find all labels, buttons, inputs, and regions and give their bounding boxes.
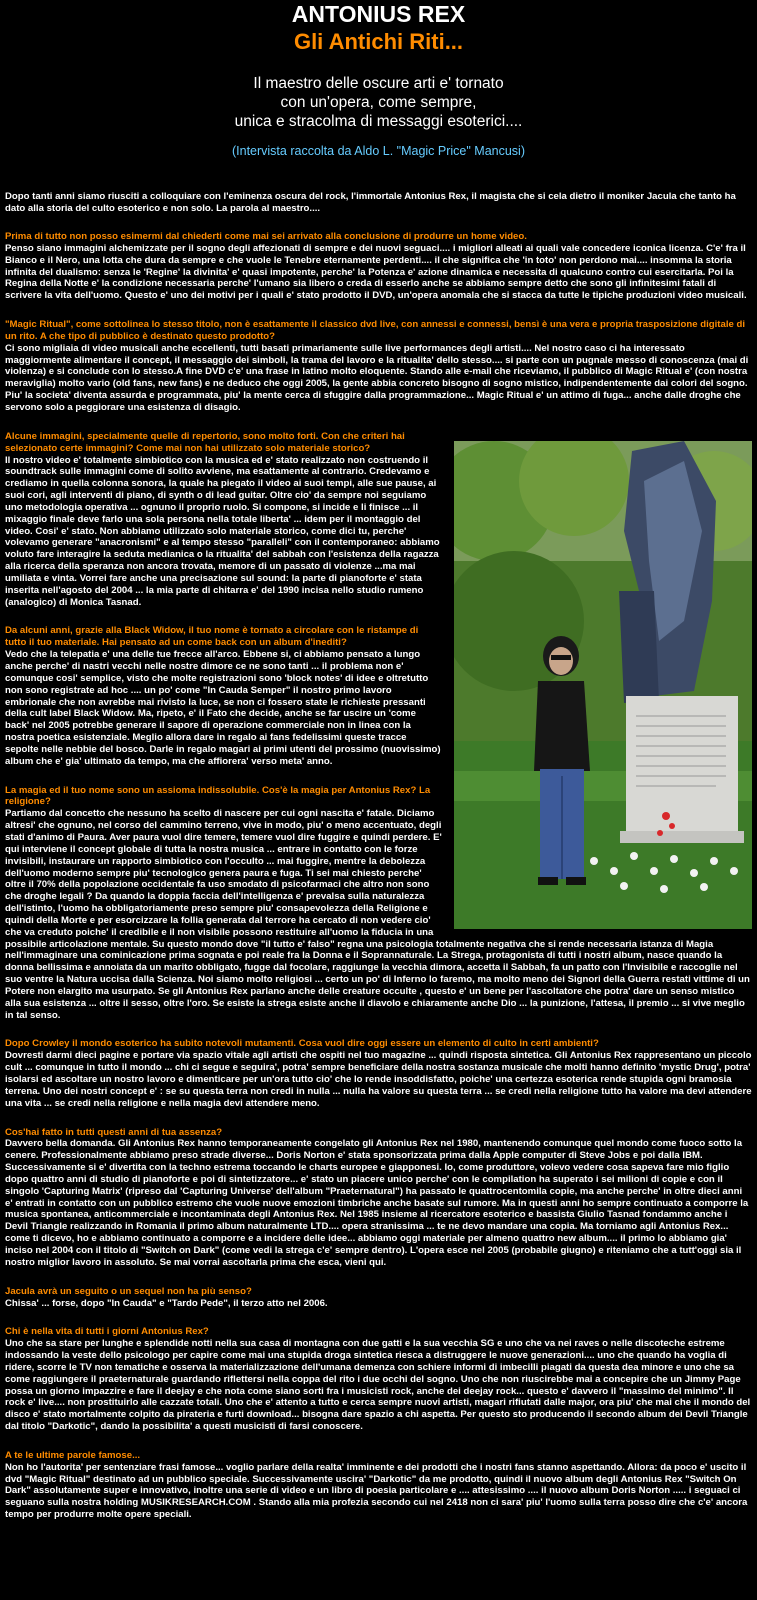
answer: Partiamo dal concetto che nessuno ha scelto di nascere per cui ogni nascita e' fatale. Diciamo altresi' che ognuno, nel corso del cammino terreno, vive in modo, piu' o meno accentuato, degli stati d'animo di Paura. Aver paura vuol dire temere, temere vuol dire fuggire e quindi perdere. E' qui interviene il concept globale di tutta la nostra musica ... entrare in contatto con le forze invisibili, instaurare un rapporto simbiotico con l'occulto ... mai fuggire, mentre la debolezza dell'uomo moderno sempre piu' tecnologico genera paura e fuga. Ti sei mai chiesto perche' oltre il 70% della popolazione occidentale fa uso smodato di psicofarmaci che altro non sono che droghe legali ? Da quando la doppia faccia dell'intelligenza e' prevalsa sulla naturalezza dell'istinto, l'uomo ha obbligatoriamente preso sempre piu' consapevolezza della Religione e quindi della Morte e per esorcizzare la follia generata dal terrore ha cercato di non vedere cio' che va creduto poiche' il credibile e il non visibile possono restituire all'uomo la fiducia in una possibile articolazione mentale. Su questo mondo dove "il tutto e' falso" regna una psicologia totalmente negativa che si rende necessaria istanza di Magia nell'immaginare una cominicazione prima sognata e poi reale fra la Donna e il Soprannaturale. La Strega, protagonista di tutti i nostri album, nasce quando la donna bellissima e annoiata da un marito obbligato, fugge dal focolare, raggiunge la vecchia dimora, accetta il Sabbah, fa un patto con l'Invisibile e raccoglie nel suo ventre la Natura uccisa dalla Scienza. Noi siamo molto religiosi ... certo un po' di Inferno lo faremo, ma molto meno dei Signori della Guerra restati vittime di un Potere non elargito ma usurpato. Se gli Antonius Rex parlano anche delle creature occulte , questo e' un bene per l'ascoltatore che potra' dare un senso mistico alla sua esistenza ... oltre il sesso, oltre l'oro. Se esiste la strega esiste anche il diavolo e chiaramente anche Dio ... la punizione, l'attesa, il premio ... si vive meglio in tal senso. [5,808,750,1021]
answer: Il nostro video e' totalmente simbiotico con la musica ed e' stato realizzato non costruendo il soundtrack sulle immagini come di solito avviene, ma esattamente al contrario. Credevamo e crediamo in quella colonna sonora, la quale ha piegato il video ai suoi tempi, alle sue pause, ai suoi cori, agli interventi di piano, di synth o di lead guitar. Oltre cio' da sempre noi seguiamo uno metodologia operativa ... ognuno il proprio ruolo. Si compone, si incide e li finisce ... il mixaggio finale deve farlo una sola persona nella totale liberta' ... idem per il montaggio del video. Cosi' e' stato. Non abbiamo utilizzato solo materiale storico, come dici tu, perche' volevamo generare "anacronismi" e al tempo stesso "paralleli" con il contemporaneo: abbiamo voluto fare interagire la seduta medianica o la ritualita' del sabbah con l'esistenza della ragazza alla ricerca della speranza non ancora trovata, memore di un passato di violenze ...ma mai umiliata e vinta. Vorrei fare anche una precisazione sul sound: la parte di pianoforte e' stata inserita nell'agosto del 2004 ... la mia parte di chitarra e' del 1990 incisa nello studio rumeno (analogico) di Monica Tasnad. [5,454,440,608]
question: Cos'hai fatto in tutti questi anni di tua assenza? [5,1126,223,1138]
tagline-line: con un'opera, come sempre, [280,94,477,111]
question: Chi è nella vita di tutti i giorni Antonius Rex? [5,1326,209,1338]
page-subtitle: Gli Antichi Riti... [293,29,464,54]
answer: Ci sono migliaia di video musicali anche eccellenti, tutti basati primariamente sulle live performances degli artisti.... Nel nostro caso ci ha interessato maggiormente alimentare il concept, il messaggio dei simboli, la trama del lavoro e la ritualita' dello stesso.... si parte con un pugnale messo di conoscenza (mai di violenza) e si conclude con lo stesso.A fine DVD c'e' una frase in latino molto eloquente. Stando alle e-mail che riceviamo, il pubblico di Magic Ritual e' (con nostra meraviglia) molto vario (old fans, new fans) e ne deduco che oggi 2005, la gente abbia concreto bisogno di sogno mistico, indipendentemente dai colori del sogno. Piu' la societa' diventa assurda e programmata, piu' la mente cerca di sfuggire dalla programmazione... Magic Ritual e' un attimo di fuga... anche dalle droghe che servono solo a peggiorare una esistenza di disagio. [5,342,749,413]
answer: Davvero bella domanda. Gli Antonius Rex hanno temporaneamente congelato gli Antonius Rex nel 1980, mantenendo comunque quel mondo come fuoco sotto la cenere. Professionalmente abbiamo preso strade diverse... Doris Norton e' stata sponsorizzata prima dalla Apple computer di Steve Jobs e poi dalla IBM. Successivamente si e' divertita con la techno estrema toccando le charts europee e giapponesi. Io, come produttore, volevo vedere cosa sapeva fare mio figlio dopo quattro anni di studio di pianoforte e poi di sintetizzatore... e' stato un piacere unico perche' con le compilation ha superato i sei milioni di copie e con il singolo 'Capturing Matrix' (ripreso dal 'Capturing Universe' dell'album "Praeternatural") ha passato le quattrocentomila copie, ma anche perche' in oltre dieci anni e' entrati in contatto con un pubblico estremo che vuole nuove emozioni timbriche anche basate sul rumore. Ma in questi anni ho sempre continuato a comporre la musica spontanea, anticommerciale e incontaminata degli Antonius Rex. Nel 1985 insieme al ricercatore esoterico e bassista Giulio Tasnad fondammo anche i Devil Triangle realizzando in Romania il primo album naturalmente LTD.... opera stranissima ... te ne devo mandare una copia. Ma torniamo agli Antonius Rex... come ti dicevo, ho e abbiamo continuato a comporre e a incidere delle idee... abbiamo oggi materiale per almeno quattro new album.... il primo lo abbiamo gia' inciso nel 2004 con il titolo di "Switch on Dark" (come vedi la strega c'e' sempre dentro). L'opera esce nel 2005 (probabile giugno) e riteniamo che a tutt'oggi sia il nostro miglior lavoro in assoluto. Se mai vorrai ascoltarla prima che esca, vieni qui. [5,1138,749,1268]
answer: Penso siano immagini alchemizzate per il sogno degli affezionati di sempre e dei nuovi seguaci.... i migliori alleati ai quali vale concedere iconica licenza. C'e' fra il Bianco e il Nero, una lotta che dura da sempre e che vuole le Tenebre eternamente perdenti.... il che significa che 'in toto' non perdono mai.... insomma la storia infinita del dualismo: senza le 'Regine' la divinita' e' quasi impotente, perche' la Potenza e' azione dinamica e necessita di qualcuno contro cui esercitarla. Poi la Regina della Notte e' la condizione necessaria perche' l'umano sia libero o creda di esserlo anche se abbiamo sempre detto che sono gli infinitesimi fatali di scrivere la vita dell'uomo. Questo e' uno dei motivi per i quali e' stato prodotto il DVD, un'opera anomala che si stacca da tutte le tipiche produzioni video musicali. [5,242,747,302]
tagline-line: Il maestro delle oscure arti e' tornato [253,75,504,92]
header [5,0,752,159]
tagline-line: unica e stracolma di messaggi esoterici.... [234,113,523,130]
question: Alcune immagini, specialmente quelle di repertorio, sono molto forti. Con che criteri hai selezionato certe immagini? Come mai non hai utilizzato solo materiale storico? [5,430,405,454]
question: La magia ed il tuo nome sono un assioma indissolubile. Cos'è la magia per Antonius Rex? La religione? [5,784,431,808]
qa-item [5,1450,752,1521]
answer: Chissa' ... forse, dopo "In Cauda" e "Tardo Pede", il terzo atto nel 2006. [5,1297,328,1309]
question: "Magic Ritual", come sottolinea lo stesso titolo, non è esattamente il classico dvd live, con annessi e connessi, bensì è una vera e propria trasposizione digitale di un rito. A che tipo di pubblico è destinato questo prodotto? [5,319,746,342]
qa-item [5,1127,752,1269]
question: A te le ultime parole famose... [5,1449,141,1461]
answer: Vedo che la telepatia e' una delle tue frecce all'arco. Ebbene si, ci abbiamo pensato a lungo anche perche' di nastri vecchi nelle nostre dimore ce ne sono tanti ... il problema non e' comunque cosi' semplice, visto che molte registrazioni sono 'block notes' di idee e oltretutto non sono registrate ad hoc .... un po' come "In Cauda Semper" il nostro primo lavoro embrionale che non avrebbe mai rivisto la luce, se non ci fossero state le richieste pressanti della cult label Black Widow. Ma, ripeto, e' il Fato che decide, anche se far uscire un 'come back' nel 2005 potrebbe generare il sapore di operazione commerciale non in linea con la nostra poetica esistenziale. Meglio allora dare in regalo ai fans fedelissimi queste tracce sepolte nelle nebbie del bosco. Darle in regalo magari ai primi utenti del prossimo (nuovissimo) album che e' gia' ultimato da tempo, ma che affiorera' verso meta' anno. [5,649,441,767]
qa-item [5,231,752,302]
tagline [5,74,752,131]
qa-item [5,431,752,1022]
question: Jacula avrà un seguito o un sequel non ha più senso? [5,1285,252,1297]
qa-item [5,1038,752,1109]
qa-item [5,1326,752,1433]
intro-paragraph: Dopo tanti anni siamo riusciti a colloquiare con l'eminenza oscura del rock, l'immortale Antonius Rex, il magista che si cela dietro il moniker Jacula che tanto ha dato alla storia del culto esoterico e non solo. La parola al maestro.... [5,191,736,214]
artist-photo [454,441,752,929]
interview-credit: (Intervista raccolta da Aldo L. "Magic Price" Mancusi) [231,144,526,158]
statue-photo-illustration [454,441,752,929]
qa-item [5,319,752,414]
question: Prima di tutto non posso esimermi dal chiederti come mai sei arrivato alla conclusione di produrre un home video. [5,231,527,242]
qa-item [5,1286,752,1310]
answer: Uno che sa stare per lunghe e splendide notti nella sua casa di montagna con due gatti e la sua vecchia SG e uno che va nei raves o nelle discoteche estreme indossando la veste dello psicologo per capire come mai una stupida droga sintetica riesca a distruggere le nuove generazioni.... uno che quando ha voglia di ridere, scorre le TV non tematiche e osserva la materializzazione dell'umana demenza con schiere informi di imbecilli piagati da questa dea minore e uno che sa come raggiungere il praeternaturale guardando riflettersi nella coppa del rito i due occhi del sogno. Uno che non riuscirebbe mai a concepire che un Jimmy Page possa un giorno impazzire e fare il deejay e che nota come siano sorti fra i musicisti rock, anche dei deejay rock... questo e' davvero il "massimo del minimo". Il rock e' live.... non prostituirlo alle cazzate totali. Uno che e' attento a tutto e cerca sempre nuovi artisti, magari rifiutati dalle major, ora piu' che mai che il mondo del disco e' stato mortalmente colpito da pirateria e furti download... bisogna dare spazio a chi aspetta. Per questo sto producendo il secondo album dei Devil Triangle dal titolo "Darkotic", dando la possibilita' a questi musicisti di farsi conoscere. [5,1338,751,1433]
question: Da alcuni anni, grazie alla Black Widow, il tuo nome è tornato a circolare con le ristampe di tutto il tuo materiale. Hai pensato ad un come back con un album d'inediti? [5,625,419,649]
answer: Dovresti darmi dieci pagine e portare via spazio vitale agli artisti che ospiti nel tuo magazine ... quindi risposta sintetica. Gli Antonius Rex rappresentano un piccolo cult ... comunque in tutto il mondo ... chi ci segue e seguira', potra' sempre beneficiare della nostra sostanza musicale che molti hanno definito 'mystic Drug', potra' isolarsi ed ascoltare un nostro lavoro e dimenticare per un'ora tutto cio' che lo rende insoddisfatto, poiche' una certezza esoterica rende stupida ogni bramosia terrena. Uno dei nostri concept e' : se su questa terra non credi in nulla ... nulla ha valore su questa terra ... se credi nella religione tutto ha valore ma devi attendere una vita ... se credi nella religione e nella magia devi attendere meno. [5,1050,752,1109]
answer: Non ho l'autorita' per sentenziare frasi famose... voglio parlare della realta' imminente e dei prodotti che i nostri fans stanno aspettando. Allora: da poco e' uscito il dvd "Magic Ritual" destinato ad un pubblico speciale. Successivamente uscira' "Darkotic" da me prodotto, quindi il nuovo album degli Antonius Rex "Switch On Dark" assolutamente super e innovativo, inoltre una serie di video e un libro di poesia particolare e .... attesissimo .... il nuovo album Doris Norton ..... i seguaci ci seguano sulla nostra holding MUSIKRESEARCH.COM . Stando alla mia profezia secondo cui nel 2418 non ci sara' piu' l'uomo sulla terra posso dire che c'e' ancora tempo per produrre molte opere speciali. [5,1461,748,1521]
page-title: ANTONIUS REX [291,1,466,27]
question: Dopo Crowley il mondo esoterico ha subito notevoli mutamenti. Cosa vuol dire oggi essere un elemento di culto in certi ambienti? [5,1038,599,1050]
